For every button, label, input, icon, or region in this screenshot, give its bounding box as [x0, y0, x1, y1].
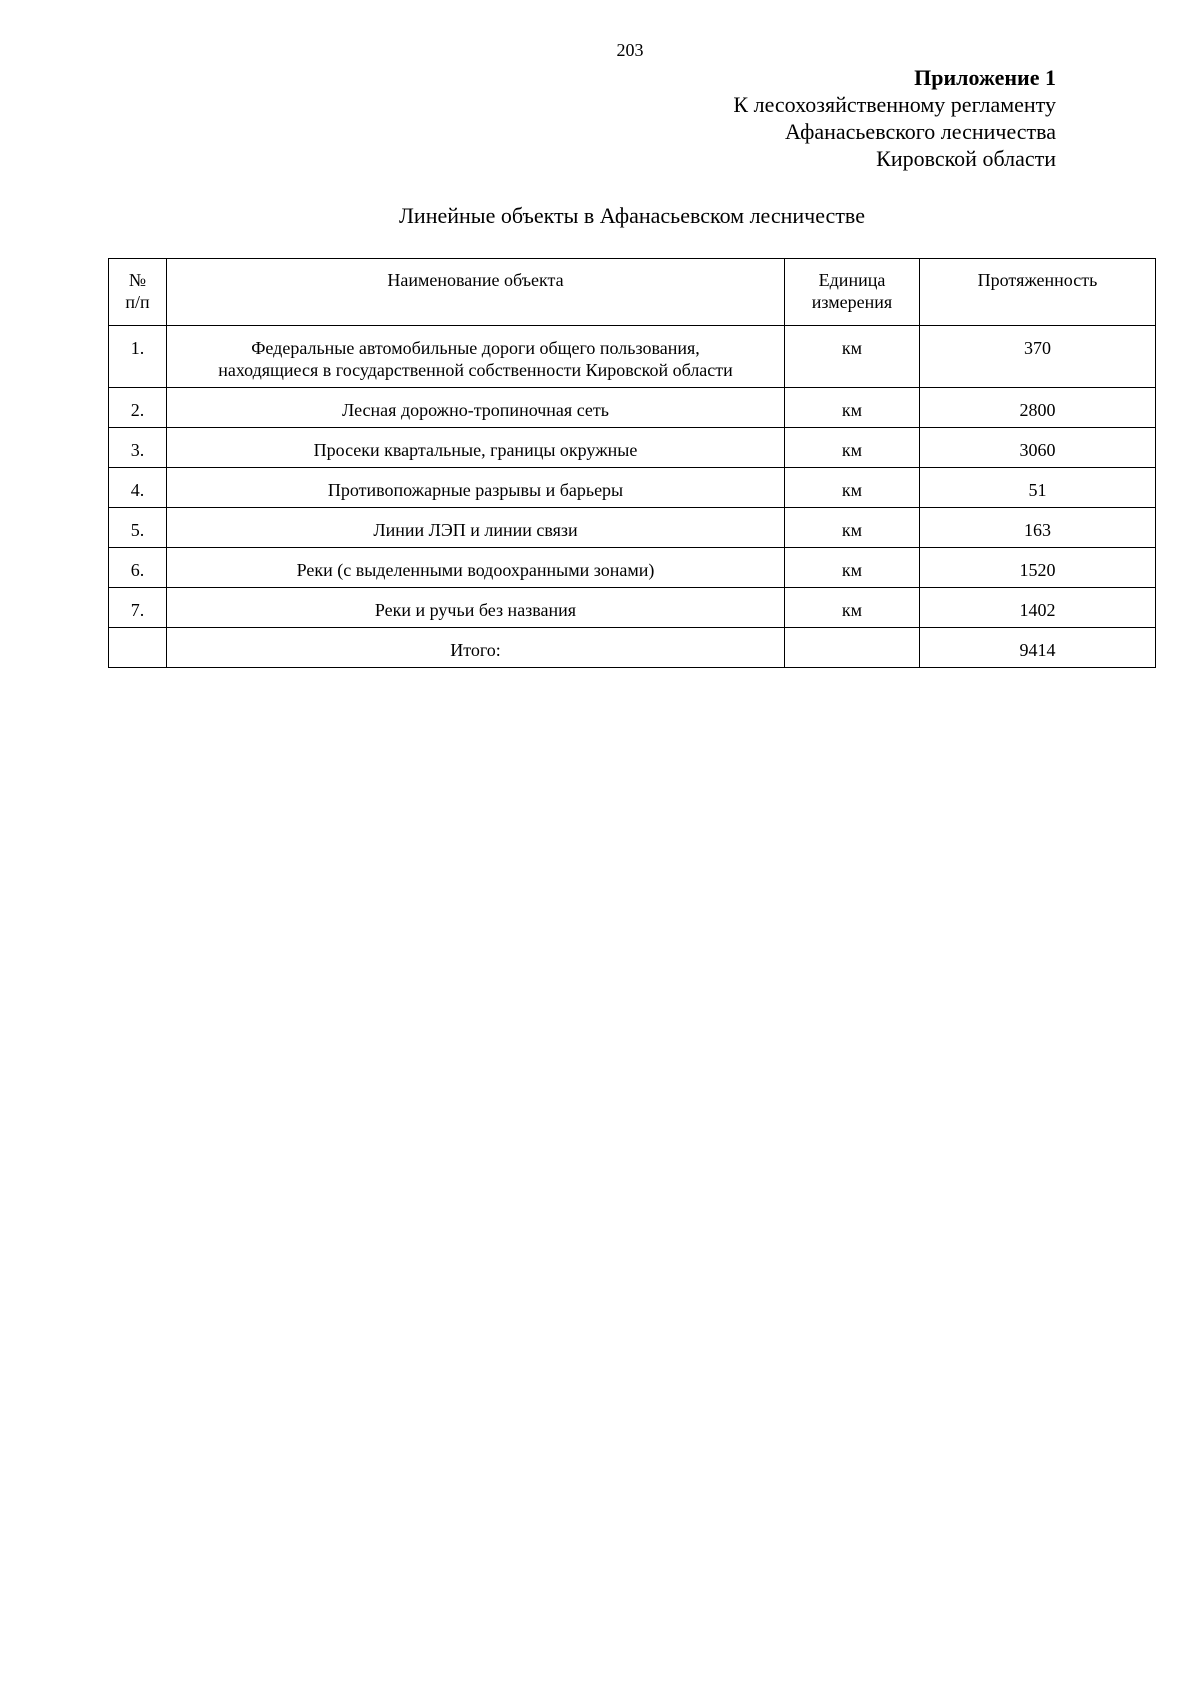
row-number: 2.: [109, 388, 167, 428]
table-row: [109, 508, 1156, 548]
page-number: 203: [616, 40, 644, 60]
table-header-row: [109, 259, 1156, 326]
table-row: [109, 428, 1156, 468]
total-length: 9414: [920, 628, 1156, 668]
row-name: Лесная дорожно-тропиночная сеть: [167, 388, 785, 428]
row-name: Реки (с выделенными водоохранными зонами): [167, 548, 785, 588]
row-length: 2800: [920, 388, 1156, 428]
row-length: 1520: [920, 548, 1156, 588]
row-number: 7.: [109, 588, 167, 628]
header-unit: [785, 259, 920, 326]
appendix-block: [733, 64, 1056, 172]
appendix-line-1: К лесохозяйственному регламенту: [733, 92, 1056, 117]
header-number-line-1: №: [128, 270, 147, 290]
row-name: [167, 326, 785, 388]
row-unit: км: [785, 508, 920, 548]
table-row: [109, 388, 1156, 428]
header-number-line-2: п/п: [125, 292, 150, 312]
table-row: [109, 588, 1156, 628]
row-unit: км: [785, 388, 920, 428]
row-name-line-1: Федеральные автомобильные дороги общего пользования,: [251, 338, 700, 358]
row-name: Просеки квартальные, границы окружные: [167, 428, 785, 468]
row-length: 51: [920, 468, 1156, 508]
row-number: 5.: [109, 508, 167, 548]
total-label: Итого:: [167, 628, 785, 668]
row-unit: км: [785, 548, 920, 588]
row-name: Реки и ручьи без названия: [167, 588, 785, 628]
row-number: 3.: [109, 428, 167, 468]
row-name: Противопожарные разрывы и барьеры: [167, 468, 785, 508]
header-length: Протяженность: [920, 259, 1156, 326]
row-unit: км: [785, 588, 920, 628]
row-length: 163: [920, 508, 1156, 548]
header-name: Наименование объекта: [167, 259, 785, 326]
row-number: 1.: [109, 326, 167, 388]
appendix-line-3: Кировской области: [876, 146, 1056, 171]
total-unit: [785, 628, 920, 668]
row-length: 370: [920, 326, 1156, 388]
row-name-line-2: находящиеся в государственной собственности Кировской области: [218, 360, 733, 380]
row-number: 6.: [109, 548, 167, 588]
table-row: [109, 548, 1156, 588]
row-length: 3060: [920, 428, 1156, 468]
row-unit: км: [785, 428, 920, 468]
row-name: Линии ЛЭП и линии связи: [167, 508, 785, 548]
appendix-title: Приложение 1: [914, 65, 1056, 90]
appendix-line-2: Афанасьевского лесничества: [785, 119, 1056, 144]
row-number: 4.: [109, 468, 167, 508]
document-title: Линейные объекты в Афанасьевском лесничестве: [399, 203, 865, 228]
linear-objects-table: [108, 258, 1156, 668]
table-row: [109, 468, 1156, 508]
header-unit-line-2: измерения: [811, 292, 893, 312]
row-unit: км: [785, 468, 920, 508]
table-total-row: [109, 628, 1156, 668]
table-row: [109, 326, 1156, 388]
row-length: 1402: [920, 588, 1156, 628]
header-unit-line-1: Единица: [818, 270, 886, 290]
row-unit: км: [785, 326, 920, 388]
total-number: [109, 628, 167, 668]
header-number: [109, 259, 167, 326]
